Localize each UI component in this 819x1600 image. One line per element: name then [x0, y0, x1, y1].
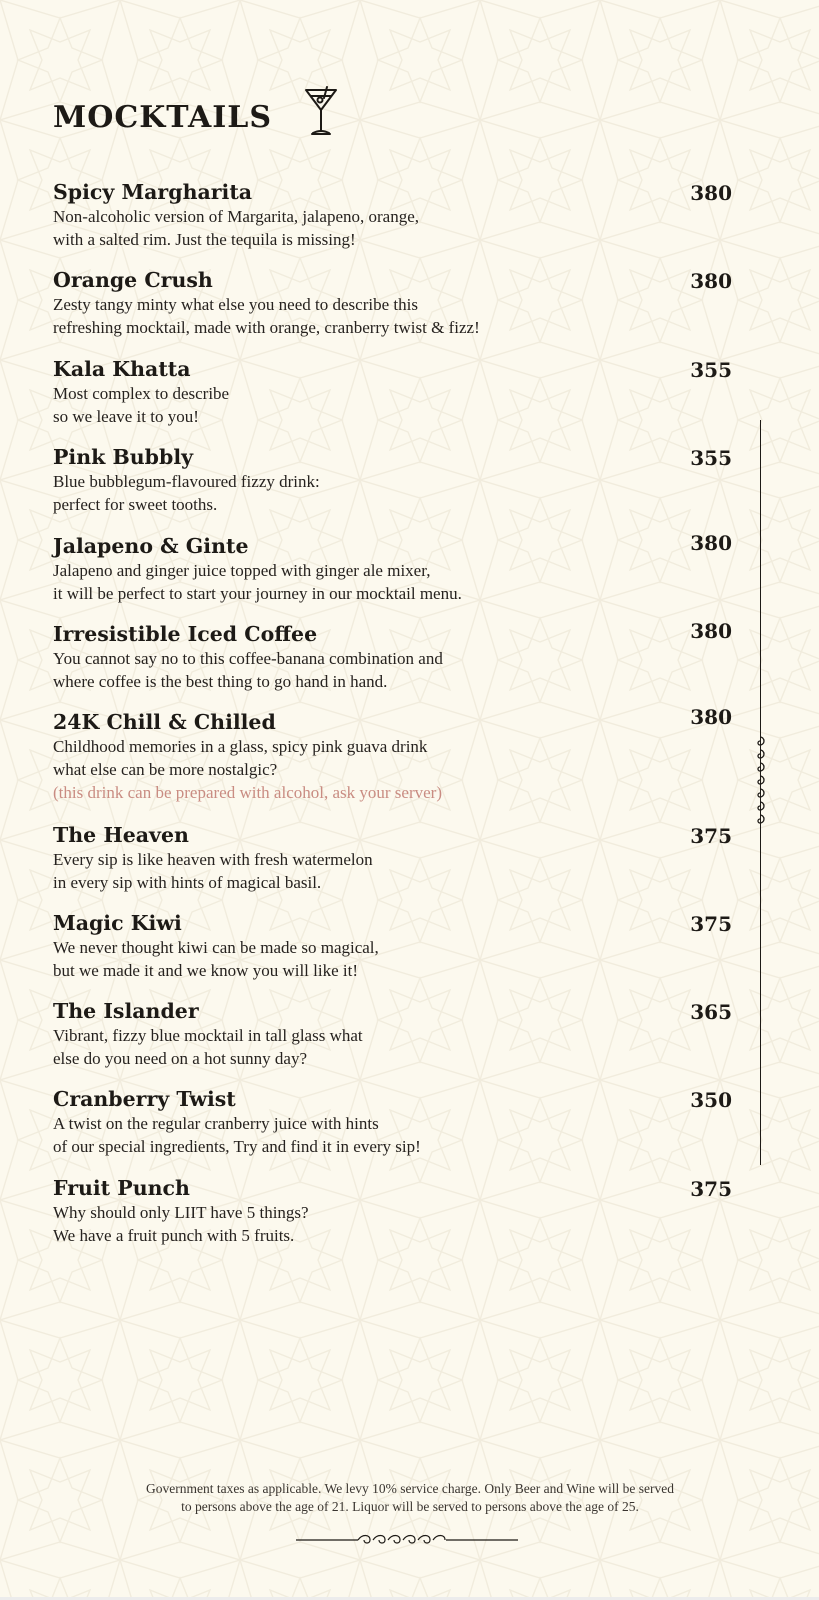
menu-item-price: 375 — [690, 1177, 732, 1201]
menu-item-description: it will be perfect to start your journey in our mocktail menu. — [53, 584, 462, 603]
footer-ornament-icon — [296, 1531, 518, 1549]
footer-line-1: Government taxes as applicable. We levy 10% service charge. Only Beer and Wine will be served — [145, 1481, 675, 1496]
menu-item-description: A twist on the regular cranberry juice with hints — [53, 1114, 379, 1133]
menu-item-price: 375 — [690, 912, 732, 936]
menu-item-description: We have a fruit punch with 5 fruits. — [53, 1226, 295, 1245]
menu-item-description: so we leave it to you! — [53, 407, 199, 426]
footer-note — [60, 1480, 760, 1516]
menu-item-description: Vibrant, fizzy blue mocktail in tall glass what — [53, 1026, 363, 1045]
menu-item-description: what else can be more nostalgic? — [53, 760, 278, 779]
menu-item-description: refreshing mocktail, made with orange, cranberry twist & fizz! — [53, 318, 480, 337]
menu-item-description: Non-alcoholic version of Margarita, jalapeno, orange, — [53, 207, 419, 226]
menu-item-price: 380 — [690, 531, 732, 555]
menu-item-note: (this drink can be prepared with alcohol, ask your server) — [53, 783, 442, 802]
scroll-ornament-icon — [752, 735, 770, 830]
menu-item-description: You cannot say no to this coffee-banana combination and — [53, 649, 443, 668]
menu-item-description: in every sip with hints of magical basil. — [53, 873, 322, 892]
menu-item-description: else do you need on a hot sunny day? — [53, 1049, 307, 1068]
menu-item-description: but we made it and we know you will like it! — [53, 961, 358, 980]
menu-item-description: where coffee is the best thing to go hand in hand. — [53, 672, 388, 691]
menu-item-name: Orange Crush — [53, 268, 213, 292]
martini-glass-icon — [303, 86, 339, 138]
page-title: MOCKTAILS — [53, 100, 273, 135]
menu-item-price: 355 — [690, 446, 732, 470]
menu-item-name: Cranberry Twist — [53, 1087, 236, 1111]
menu-item-description: of our special ingredients, Try and find it in every sip! — [53, 1137, 421, 1156]
menu-item-price: 350 — [690, 1088, 732, 1112]
menu-item-price: 380 — [690, 619, 732, 643]
menu-item-description: Jalapeno and ginger juice topped with ginger ale mixer, — [53, 561, 431, 580]
menu-item-name: Spicy Margharita — [53, 180, 253, 204]
menu-item-description: with a salted rim. Just the tequila is missing! — [53, 230, 356, 249]
menu-item-description: Most complex to describe — [53, 384, 230, 403]
menu-item-name: Pink Bubbly — [53, 445, 194, 469]
menu-item-price: 375 — [690, 824, 732, 848]
menu-item-name: Irresistible Iced Coffee — [53, 622, 318, 646]
menu-item-price: 380 — [690, 269, 732, 293]
menu-item-description: perfect for sweet tooths. — [53, 495, 218, 514]
menu-item-name: The Heaven — [53, 823, 189, 847]
menu-item-name: Kala Khatta — [53, 357, 191, 381]
menu-item-description: Zesty tangy minty what else you need to describe this — [53, 295, 418, 314]
menu-item-name: Jalapeno & Ginte — [53, 534, 249, 558]
menu-item-price: 355 — [690, 358, 732, 382]
menu-item-price: 365 — [690, 1000, 732, 1024]
menu-item-name: Magic Kiwi — [53, 911, 182, 935]
menu-item-description: Every sip is like heaven with fresh watermelon — [53, 850, 373, 869]
footer-line-2: to persons above the age of 21. Liquor will be served to persons above the age of 25. — [181, 1499, 639, 1514]
menu-item-price: 380 — [690, 705, 732, 729]
menu-item-price: 380 — [690, 181, 732, 205]
menu-item-name: 24K Chill & Chilled — [53, 710, 276, 734]
menu-item-description: Why should only LIIT have 5 things? — [53, 1203, 309, 1222]
menu-item-name: The Islander — [53, 999, 199, 1023]
menu-item-description: Childhood memories in a glass, spicy pink guava drink — [53, 737, 428, 756]
menu-item-name: Fruit Punch — [53, 1176, 190, 1200]
menu-item-description: We never thought kiwi can be made so magical, — [53, 938, 379, 957]
menu-item-description: Blue bubblegum-flavoured fizzy drink: — [53, 472, 320, 491]
